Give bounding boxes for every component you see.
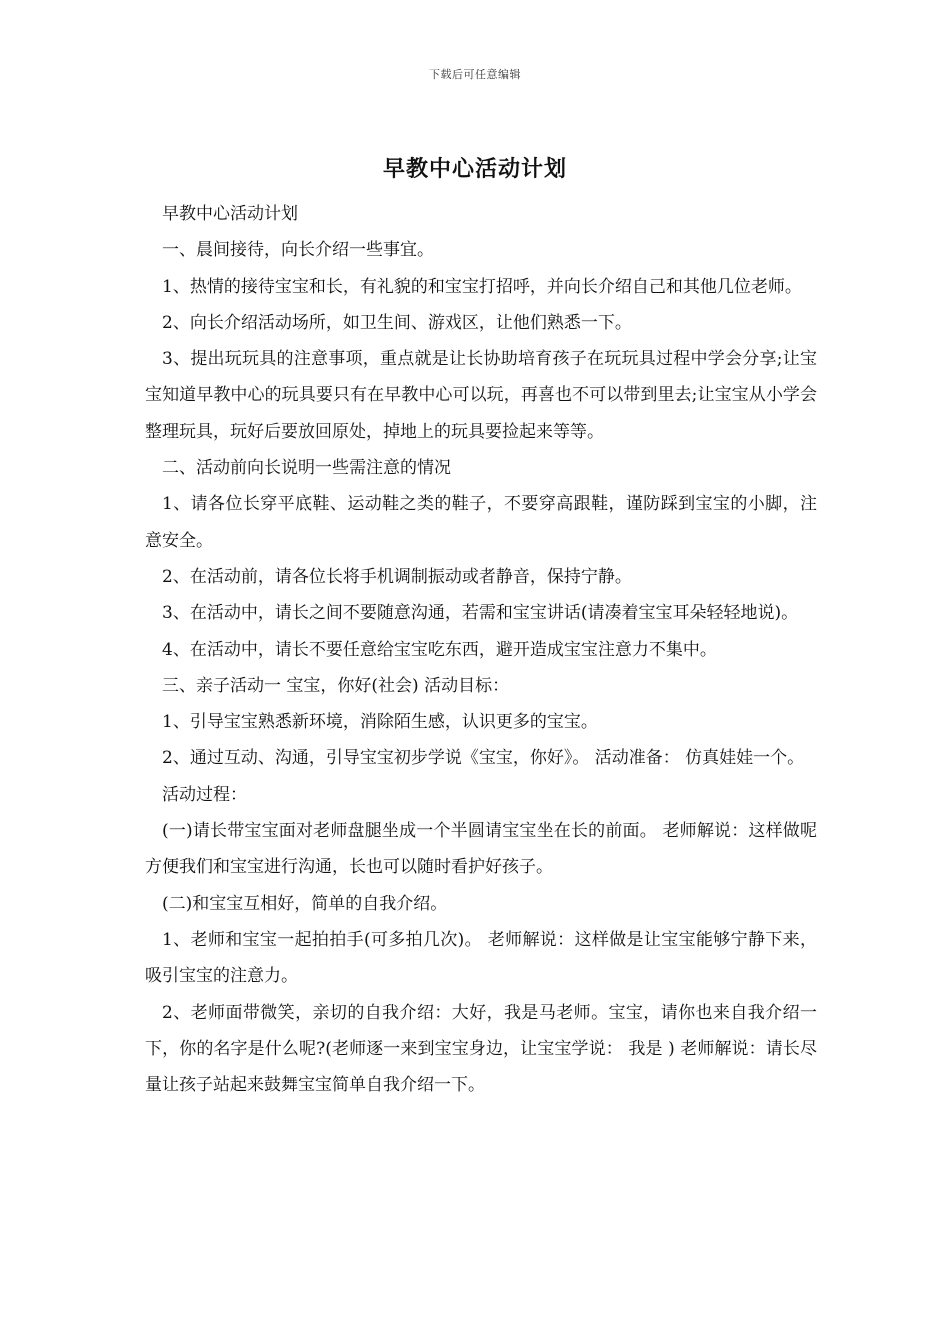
paragraph: 1、老师和宝宝一起拍拍手(可多拍几次)。 老师解说：这样做是让宝宝能够宁静下来，吸引宝宝的注意力。 [145, 929, 817, 987]
paragraph: 二、活动前向长说明一些需注意的情况 [162, 458, 451, 479]
paragraph: 2、在活动前，请各位长将手机调制振动或者静音，保持宁静。 [162, 566, 632, 587]
paragraph: 1、请各位长穿平底鞋、运动鞋之类的鞋子，不要穿高跟鞋，谨防踩到宝宝的小脚，注意安全。 [145, 494, 817, 551]
paragraph: 4、在活动中，请长不要任意给宝宝吃东西，避开造成宝宝注意力不集中。 [162, 639, 717, 660]
paragraph: 3、提出玩玩具的注意事项，重点就是让长协助培育孩子在玩玩具过程中学会分享;让宝宝知道早教中心的玩具要只有在早教中心可以玩，再喜也不可以带到里去;让宝宝从小学会整理玩具，玩好后要放回原处，掉地上的玩具要捡起来等等。 [145, 349, 817, 442]
paragraph: 3、在活动中，请长之间不要随意沟通，若需和宝宝讲话(请凑着宝宝耳朵轻轻地说)。 [162, 603, 799, 624]
document-title: 早教中心活动计划 [382, 156, 567, 182]
paragraph: 1、引导宝宝熟悉新环境，消除陌生感，认识更多的宝宝。 [162, 712, 598, 733]
paragraph: 2、通过互动、沟通，引导宝宝初步学说《宝宝，你好》。 活动准备： 仿真娃娃一个。 [162, 748, 805, 769]
paragraph: 2、向长介绍活动场所，如卫生间、游戏区，让他们熟悉一下。 [162, 312, 632, 333]
paragraph: 一、晨间接待，向长介绍一些事宜。 [162, 240, 434, 261]
paragraph: 早教中心活动计划 [162, 204, 298, 224]
paragraph: 活动过程： [162, 784, 247, 805]
paragraph: 1、热情的接待宝宝和长，有礼貌的和宝宝打招呼，并向长介绍自己和其他几位老师。 [162, 276, 802, 297]
paragraph: (二)和宝宝互相好，简单的自我介绍。 [162, 893, 448, 914]
document-body [145, 196, 817, 1103]
paragraph: (一)请长带宝宝面对老师盘腿坐成一个半圆请宝宝坐在长的前面。 老师解说：这样做呢方便我们和宝宝进行沟通，长也可以随时看护好孩子。 [145, 821, 817, 878]
page-header-note: 下载后可任意编辑 [429, 68, 521, 81]
paragraph: 三、亲子活动一 宝宝，你好(社会) 活动目标： [162, 675, 510, 696]
paragraph: 2、老师面带微笑，亲切的自我介绍：大好，我是马老师。宝宝，请你也来自我介绍一下，你的名字是什么呢?(老师逐一来到宝宝身边，让宝宝学说： 我是 ) 老师解说：请长尽量让孩子站起来鼓舞宝宝简单自我介绍一下。 [145, 1002, 817, 1096]
